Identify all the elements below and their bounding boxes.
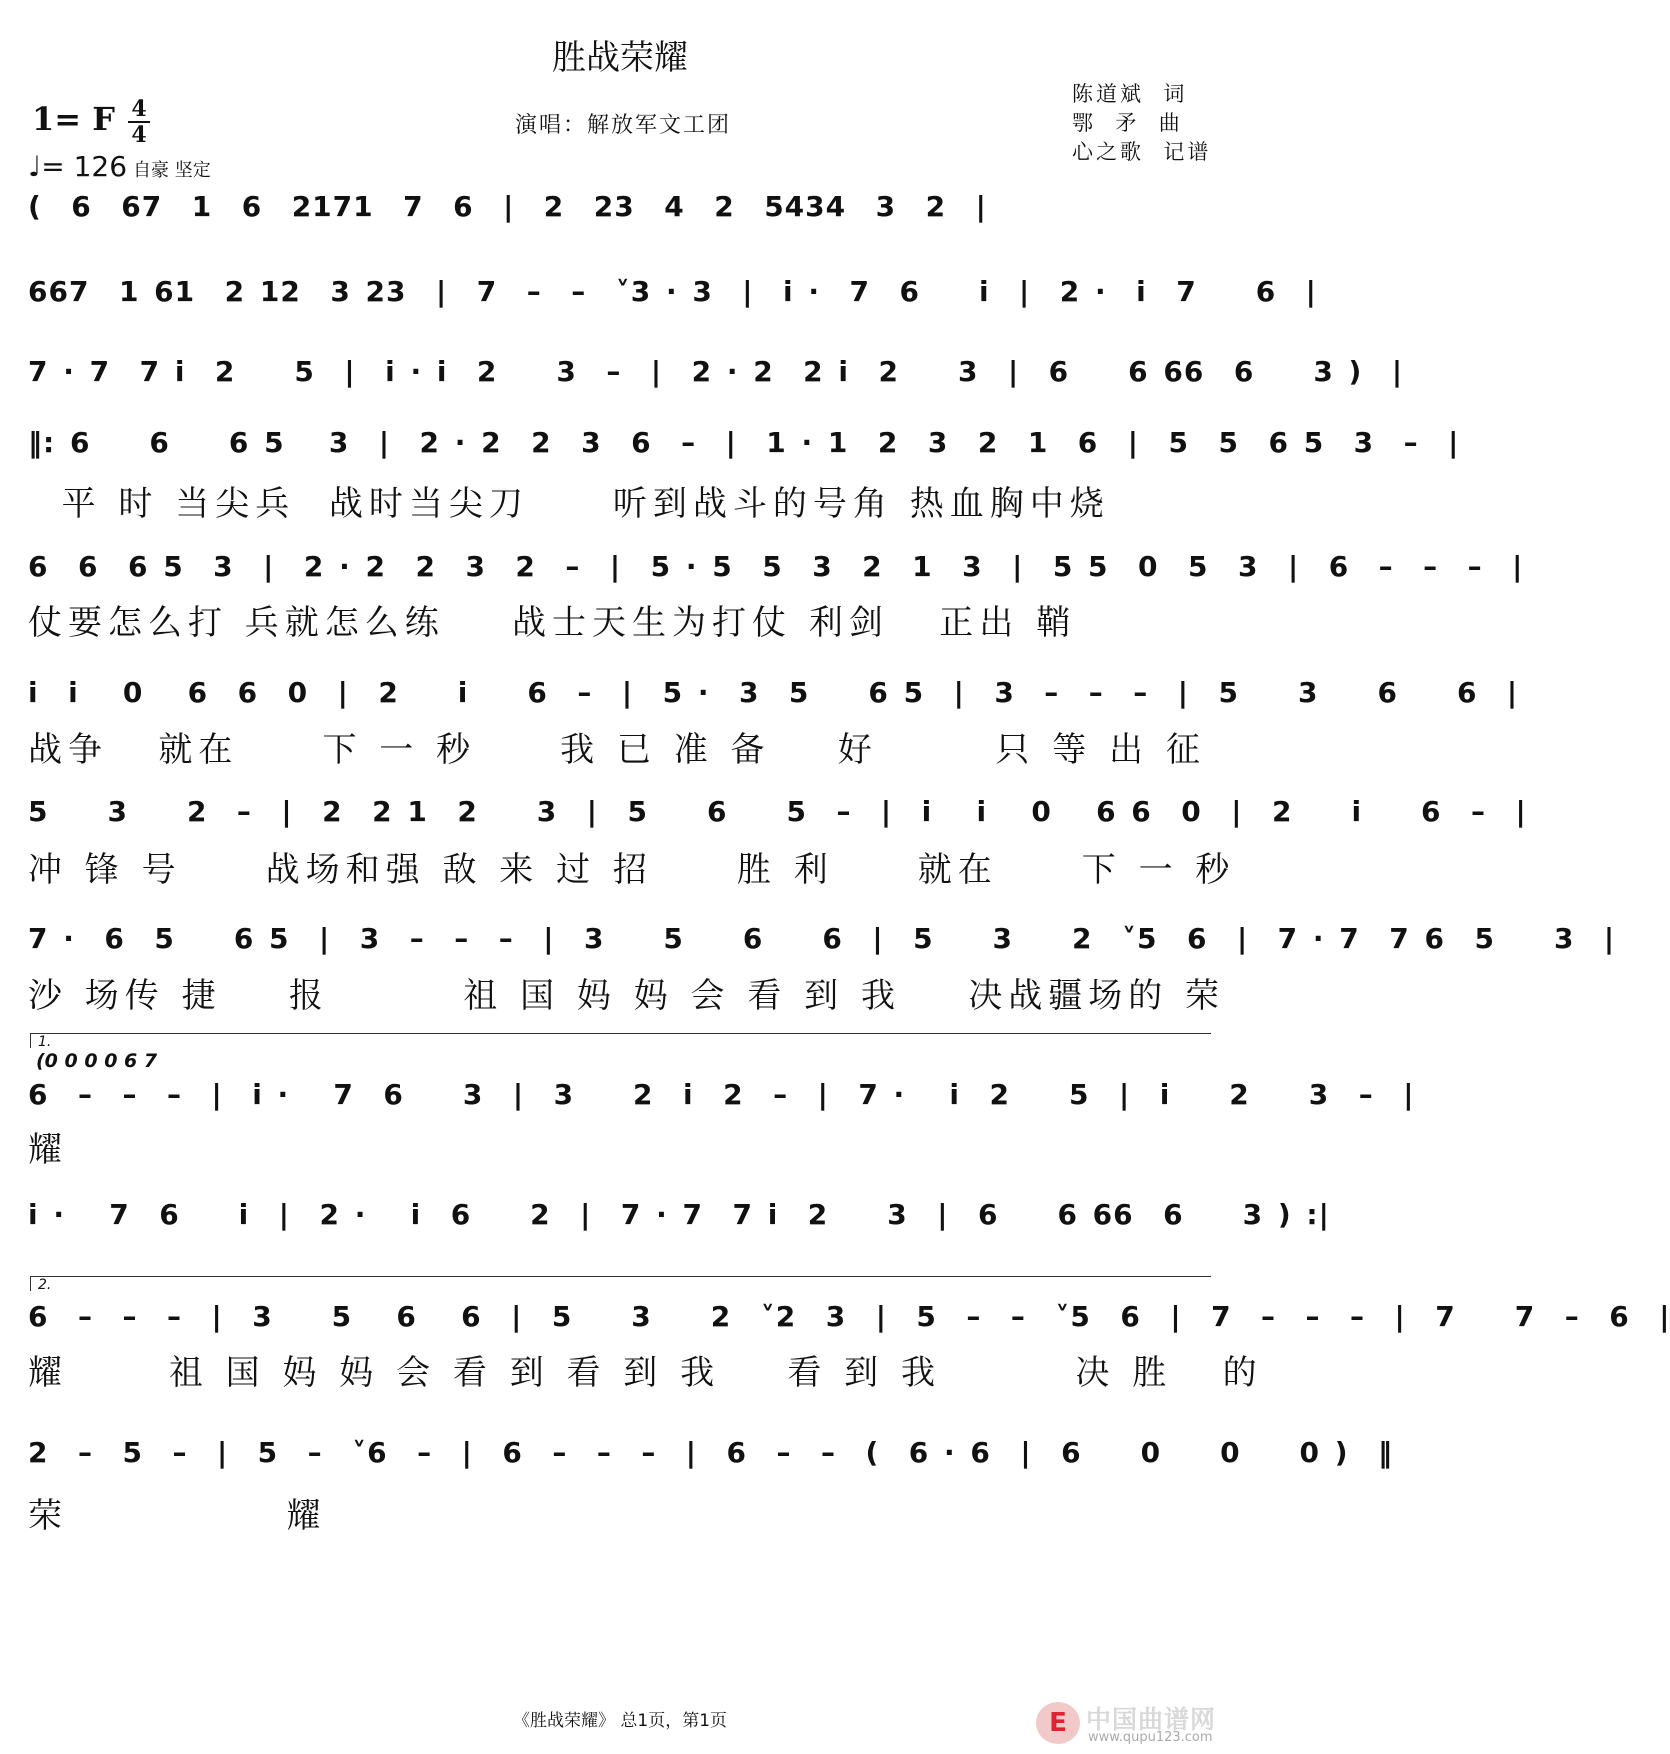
lyric-line-9: 耀 — [28, 1130, 68, 1170]
song-title: 胜战荣耀 — [552, 38, 688, 78]
notation-line-8: 7 · 6 5 6 5 | 3 – – – | 3 5 6 6 | 5 3 2 ˅5 6 | 7 · 7 7 6 5 3 | — [28, 922, 1616, 955]
notation-line-9: 6 – – – | i · 7 6 3 | 3 2 i 2 – | 7 · i 2 5 | i 2 3 – | — [28, 1078, 1415, 1111]
notation-line-4: ‖: 6 6 6 5 3 | 2 · 2 2 3 6 – | 1 · 1 2 3 2 1 6 | 5 5 6 5 3 – | — [28, 426, 1460, 459]
performer: 演唱：解放军文工团 — [515, 113, 732, 138]
watermark-name: 中国曲谱网 — [1086, 1705, 1217, 1734]
lyric-line-6: 战争 就在 下 一 秒 我 已 准 备 好 只 等 出 征 — [28, 730, 1206, 770]
credits — [1072, 80, 1211, 167]
notation-line-3: 7 · 7 7 i 2 5 | i · i 2 3 – | 2 · 2 2 i 2 3 | 6 6 66 6 3 ) | — [28, 355, 1404, 388]
first-ending-bracket — [30, 1033, 1211, 1048]
notation-line-10: i · 7 6 i | 2 · i 6 2 | 7 · 7 7 i 2 3 | 6 6 66 6 3 ) :| — [28, 1198, 1330, 1231]
notation-line-6: i i 0 6 6 0 | 2 i 6 – | 5 · 3 5 6 5 | 3 – – – | 5 3 6 6 | — [28, 676, 1519, 709]
transcriber-credit: 心之歌 记谱 — [1072, 140, 1212, 164]
lyric-line-5: 仗要怎么打 兵就怎么练 战士天生为打仗 利剑 正出 鞘 — [28, 603, 1077, 643]
meter-bottom: 4 — [131, 122, 147, 148]
notation-line-7: 5 3 2 – | 2 2 1 2 3 | 5 6 5 – | i i 0 6 6 0 | 2 i 6 – | — [28, 795, 1527, 828]
tempo-value: ♩= 126 — [28, 150, 128, 183]
site-watermark — [1036, 1700, 1232, 1746]
expression-mark: 自豪 坚定 — [133, 160, 211, 181]
second-ending-label: 2. — [38, 1277, 52, 1293]
watermark-logo-icon: E — [1036, 1702, 1080, 1744]
notation-line-12: 2 – 5 – | 5 – ˅6 – | 6 – – – | 6 – – ( 6 · 6 | 6 0 0 0 ) ‖ — [28, 1436, 1394, 1469]
second-ending-bracket — [30, 1276, 1211, 1291]
lyric-line-7: 冲 锋 号 战场和强 敌 来 过 招 胜 利 就在 下 一 秒 — [28, 850, 1236, 890]
notation-line-1: ( 6 67 1 6 2171 7 6 | 2 23 4 2 5434 3 2 | — [28, 190, 987, 223]
time-signature — [128, 98, 150, 146]
page-footer: 《胜战荣耀》 总1页，第1页 — [512, 1711, 728, 1731]
first-ending-label: 1. — [38, 1034, 52, 1050]
notation-line-2: 667 1 61 2 12 3 23 | 7 – – ˅3 · 3 | i · 7 6 i | 2 · i 7 6 | — [28, 275, 1317, 308]
lyric-line-12: 荣 耀 — [28, 1496, 327, 1536]
lyricist-credit: 陈道斌 词 — [1072, 82, 1188, 106]
meter-top: 4 — [131, 96, 147, 122]
first-ending-pickup: (0 0 0 0 6 7 — [36, 1050, 158, 1072]
lyric-line-8: 沙 场传 捷 报 祖 国 妈 妈 会 看 到 我 决战疆场的 荣 — [28, 976, 1225, 1016]
lyric-line-11: 耀 祖 国 妈 妈 会 看 到 看 到 我 看 到 我 决 胜 的 — [28, 1353, 1263, 1393]
tempo-marking — [28, 150, 211, 183]
lyric-line-4: 平 时 当尖兵 战时当尖刀 听到战斗的号角 热血胸中烧 — [28, 484, 1110, 524]
notation-line-5: 6 6 6 5 3 | 2 · 2 2 3 2 – | 5 · 5 5 3 2 1 3 | 5 5 0 5 3 | 6 – – – | — [28, 550, 1524, 583]
composer-credit: 鄂 矛 曲 — [1072, 111, 1183, 135]
key-signature: 1= F — [32, 100, 115, 138]
watermark-url: www.qupu123.com — [1088, 1730, 1213, 1745]
notation-line-11: 6 – – – | 3 5 6 6 | 5 3 2 ˅2 3 | 5 – – ˅5 6 | 7 – – – | 7 7 – 6 | — [28, 1300, 1670, 1333]
